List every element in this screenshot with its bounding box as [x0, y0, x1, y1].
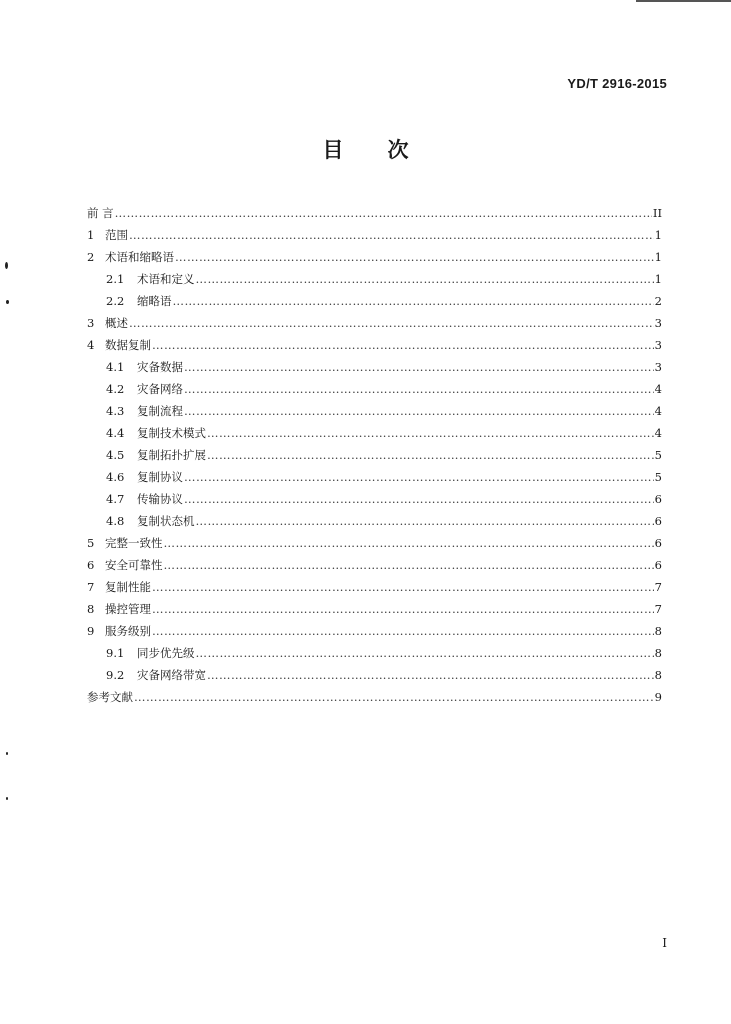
scan-speck [6, 797, 8, 800]
scan-speck [5, 262, 8, 269]
toc-entry-label: 术语和定义 [137, 272, 195, 286]
title-char-2: 次 [387, 138, 409, 162]
toc-entry[interactable] [87, 396, 662, 418]
scan-speck [6, 752, 8, 755]
toc-dot-leader [164, 536, 654, 550]
toc-entry[interactable] [87, 330, 662, 352]
toc-entry[interactable] [87, 682, 662, 704]
toc-entry-label: 复制拓扑扩展 [137, 448, 206, 462]
toc-entry-label: 灾备数据 [137, 360, 183, 374]
toc-entry-number: 8 [87, 602, 95, 616]
toc-entry-page: 7 [654, 602, 662, 616]
toc-entry-label: 完整一致性 [105, 536, 163, 550]
toc-entry[interactable] [87, 616, 662, 638]
toc-entry-label: 数据复制 [105, 338, 151, 352]
toc-entry-label: 传输协议 [137, 492, 183, 506]
toc-dot-leader [129, 316, 654, 330]
toc-entry-label: 概述 [105, 316, 128, 330]
toc-entry-label: 术语和缩略语 [105, 250, 174, 264]
toc-entry-page: 6 [654, 558, 662, 572]
toc-dot-leader [207, 668, 654, 682]
toc-entry[interactable] [87, 484, 662, 506]
toc-entry-label: 缩略语 [137, 294, 172, 308]
toc-dot-leader [152, 338, 654, 352]
toc-entry-page: 3 [654, 338, 662, 352]
toc-entry[interactable] [87, 638, 662, 660]
toc-entry-page: 6 [654, 492, 662, 506]
toc-entry-label: 前 言 [87, 206, 114, 220]
toc-entry[interactable] [87, 660, 662, 682]
toc-dot-leader [184, 360, 654, 374]
toc-dot-leader [184, 404, 654, 418]
toc-entry-page: 3 [654, 316, 662, 330]
toc-entry-number: 4.7 [106, 492, 125, 506]
toc-dot-leader [184, 382, 654, 396]
toc-entry-label: 服务级别 [105, 624, 151, 638]
toc-entry-label: 复制性能 [105, 580, 151, 594]
toc-entry-number: 4.8 [106, 514, 125, 528]
toc-dot-leader [164, 558, 654, 572]
toc-entry-label: 安全可靠性 [105, 558, 163, 572]
toc-entry-number: 4.6 [106, 470, 125, 484]
toc-entry[interactable] [87, 572, 662, 594]
toc-entry-number: 4.3 [106, 404, 125, 418]
toc-entry-number: 7 [87, 580, 95, 594]
toc-dot-leader [152, 602, 654, 616]
toc-dot-leader [152, 624, 654, 638]
toc-entry[interactable] [87, 550, 662, 572]
toc-entry[interactable] [87, 594, 662, 616]
toc-entry[interactable] [87, 308, 662, 330]
toc-entry-number: 2 [87, 250, 95, 264]
toc-dot-leader [207, 426, 654, 440]
toc-entry-page: 4 [654, 382, 662, 396]
toc-entry-label: 灾备网络带宽 [137, 668, 206, 682]
toc-dot-leader [196, 272, 654, 286]
toc-entry-page: 1 [654, 250, 662, 264]
scan-speck [6, 300, 9, 304]
toc-entry-number: 4.4 [106, 426, 125, 440]
toc-entry-page: 2 [654, 294, 662, 308]
toc-entry[interactable] [87, 220, 662, 242]
toc-entry[interactable] [87, 264, 662, 286]
toc-dot-leader [184, 492, 654, 506]
toc-entry-number: 2.2 [106, 294, 125, 308]
toc-entry-label: 范围 [105, 228, 128, 242]
toc-entry-page: 8 [654, 668, 662, 682]
toc-entry-page: 8 [654, 624, 662, 638]
toc-entry-number: 3 [87, 316, 95, 330]
toc-entry-page: 8 [654, 646, 662, 660]
scan-edge-rule [636, 0, 731, 2]
toc-entry[interactable] [87, 352, 662, 374]
toc-entry-page: 6 [654, 536, 662, 550]
toc-dot-leader [196, 514, 654, 528]
toc-entry-number: 9.2 [106, 668, 125, 682]
toc-entry-label: 参考文献 [87, 690, 133, 704]
toc-entry-number: 1 [87, 228, 95, 242]
toc-entry-page: 4 [654, 426, 662, 440]
toc-entry-page: 9 [654, 690, 662, 704]
toc-entry[interactable] [87, 242, 662, 264]
toc-entry[interactable] [87, 440, 662, 462]
toc-dot-leader [184, 470, 654, 484]
toc-entry-page: 5 [654, 448, 662, 462]
toc-entry-page: 7 [654, 580, 662, 594]
toc-dot-leader [129, 228, 654, 242]
toc-entry[interactable] [87, 418, 662, 440]
toc-entry-label: 复制状态机 [137, 514, 195, 528]
toc-entry-number: 6 [87, 558, 95, 572]
toc-entry-page: 3 [654, 360, 662, 374]
toc-entry-page: II [652, 206, 662, 220]
toc-dot-leader [134, 690, 654, 704]
toc-entry-number: 4.2 [106, 382, 125, 396]
toc-entry-label: 灾备网络 [137, 382, 183, 396]
toc-entry-page: 1 [654, 228, 662, 242]
toc-entry-number: 9 [87, 624, 95, 638]
toc-entry-label: 复制技术模式 [137, 426, 206, 440]
table-of-contents [87, 198, 662, 704]
toc-entry-page: 6 [654, 514, 662, 528]
toc-entry-page: 5 [654, 470, 662, 484]
toc-entry-number: 4.5 [106, 448, 125, 462]
title-char-1: 目 [322, 138, 344, 162]
toc-dot-leader [196, 646, 654, 660]
toc-dot-leader [115, 206, 652, 220]
toc-entry[interactable] [87, 506, 662, 528]
toc-entry-page: 1 [654, 272, 662, 286]
toc-dot-leader [175, 250, 654, 264]
toc-dot-leader [152, 580, 654, 594]
toc-entry[interactable] [87, 286, 662, 308]
toc-entry-number: 2.1 [106, 272, 125, 286]
toc-entry[interactable] [87, 462, 662, 484]
toc-dot-leader [173, 294, 654, 308]
toc-entry-label: 操控管理 [105, 602, 151, 616]
toc-entry[interactable] [87, 528, 662, 550]
toc-dot-leader [207, 448, 654, 462]
toc-entry-page: 4 [654, 404, 662, 418]
toc-entry-label: 复制协议 [137, 470, 183, 484]
page-title [0, 134, 731, 164]
toc-entry-number: 5 [87, 536, 95, 550]
document-code: YD/T 2916-2015 [567, 76, 667, 91]
toc-entry-label: 同步优先级 [137, 646, 195, 660]
toc-entry[interactable] [87, 374, 662, 396]
toc-entry-number: 9.1 [106, 646, 125, 660]
toc-entry[interactable] [87, 198, 662, 220]
toc-entry-label: 复制流程 [137, 404, 183, 418]
toc-entry-number: 4.1 [106, 360, 125, 374]
toc-entry-number: 4 [87, 338, 95, 352]
page-number: I [662, 936, 667, 950]
